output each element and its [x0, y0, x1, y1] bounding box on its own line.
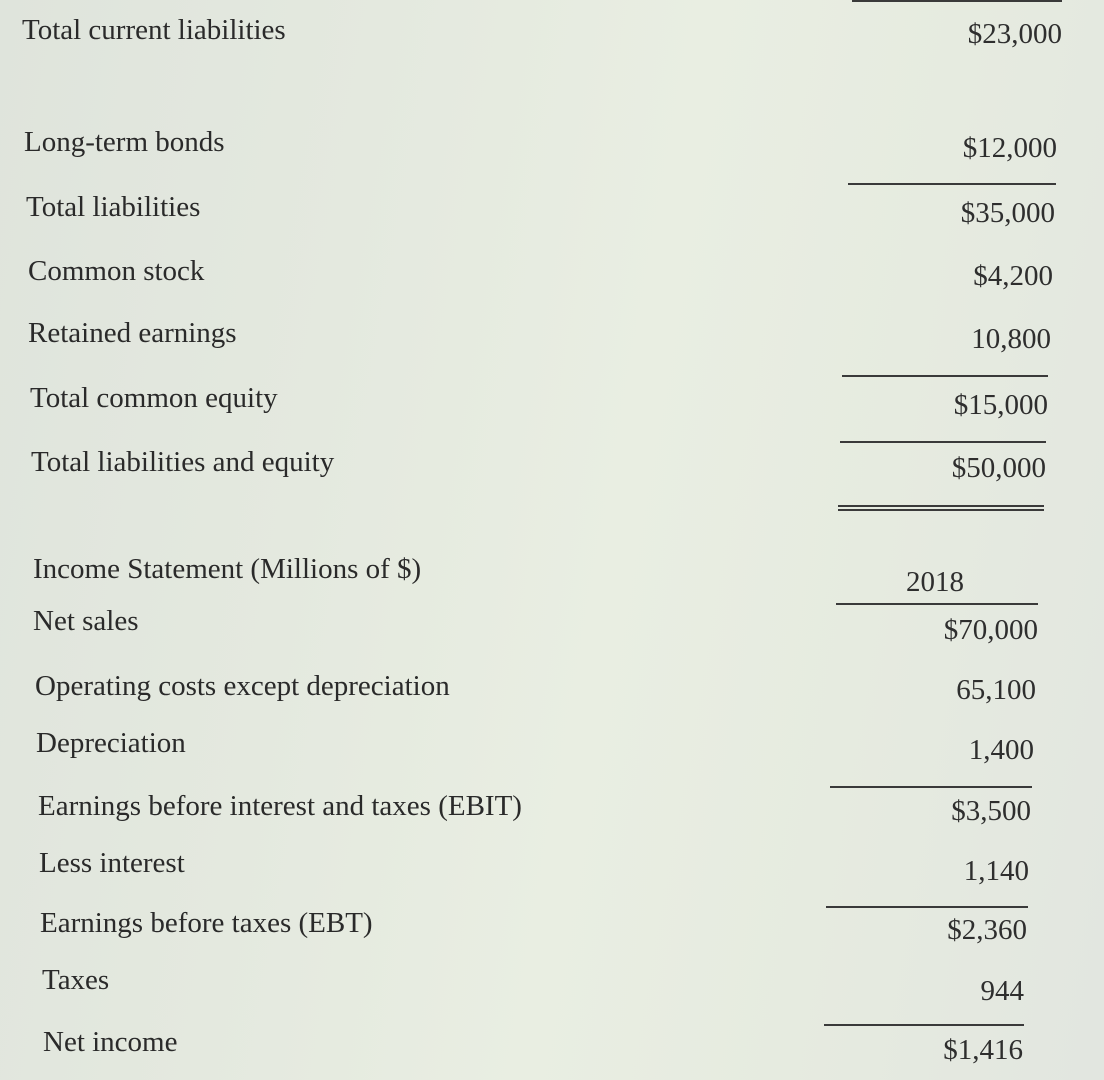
- top-rule: [852, 0, 1062, 2]
- income-statement-year: 2018: [906, 566, 964, 598]
- row-label-ebt: Earnings before taxes (EBT): [40, 907, 373, 939]
- row-label-total-common-equity: Total common equity: [30, 382, 278, 414]
- double-underline-total-liabilities-and-equity: [838, 505, 1044, 511]
- row-value-total-liabilities: $35,000: [960, 197, 1055, 229]
- row-label-taxes: Taxes: [42, 964, 110, 996]
- underline-less-interest: [826, 906, 1028, 908]
- row-label-total-current-liabilities: Total current liabilities: [22, 14, 286, 46]
- row-value-taxes: 944: [980, 975, 1024, 1007]
- row-value-less-interest: 1,140: [963, 855, 1029, 887]
- underline-long-term-bonds: [848, 183, 1056, 185]
- row-label-depreciation: Depreciation: [36, 727, 186, 759]
- underline-total-common-equity: [840, 441, 1046, 443]
- row-label-ebit: Earnings before interest and taxes (EBIT): [38, 790, 522, 822]
- row-value-net-income: $1,416: [943, 1034, 1023, 1066]
- row-label-operating-costs: Operating costs except depreciation: [35, 670, 450, 702]
- row-label-long-term-bonds: Long-term bonds: [24, 126, 225, 158]
- row-value-common-stock: $4,200: [973, 260, 1053, 292]
- income-statement-title: Income Statement (Millions of $): [33, 553, 422, 585]
- row-value-total-liabilities-and-equity: $50,000: [951, 452, 1046, 484]
- row-value-net-sales: $70,000: [943, 614, 1038, 646]
- row-value-total-common-equity: $15,000: [953, 389, 1048, 421]
- row-label-retained-earnings: Retained earnings: [28, 317, 237, 349]
- row-label-net-income: Net income: [43, 1026, 178, 1058]
- row-value-operating-costs: 65,100: [956, 674, 1036, 706]
- row-label-total-liabilities-and-equity: Total liabilities and equity: [31, 446, 335, 478]
- row-label-less-interest: Less interest: [39, 847, 185, 879]
- row-label-common-stock: Common stock: [28, 255, 205, 287]
- underline-depreciation: [830, 786, 1032, 788]
- row-value-depreciation: 1,400: [968, 734, 1034, 766]
- underline-year: [836, 603, 1038, 605]
- underline-retained-earnings: [842, 375, 1048, 377]
- row-value-total-current-liabilities: $23,000: [967, 18, 1062, 50]
- row-value-ebit: $3,500: [951, 795, 1031, 827]
- row-value-long-term-bonds: $12,000: [962, 132, 1057, 164]
- row-label-total-liabilities: Total liabilities: [26, 191, 201, 223]
- row-value-retained-earnings: 10,800: [971, 323, 1051, 355]
- row-label-net-sales: Net sales: [33, 605, 139, 637]
- underline-taxes: [824, 1024, 1024, 1026]
- row-value-ebt: $2,360: [947, 914, 1027, 946]
